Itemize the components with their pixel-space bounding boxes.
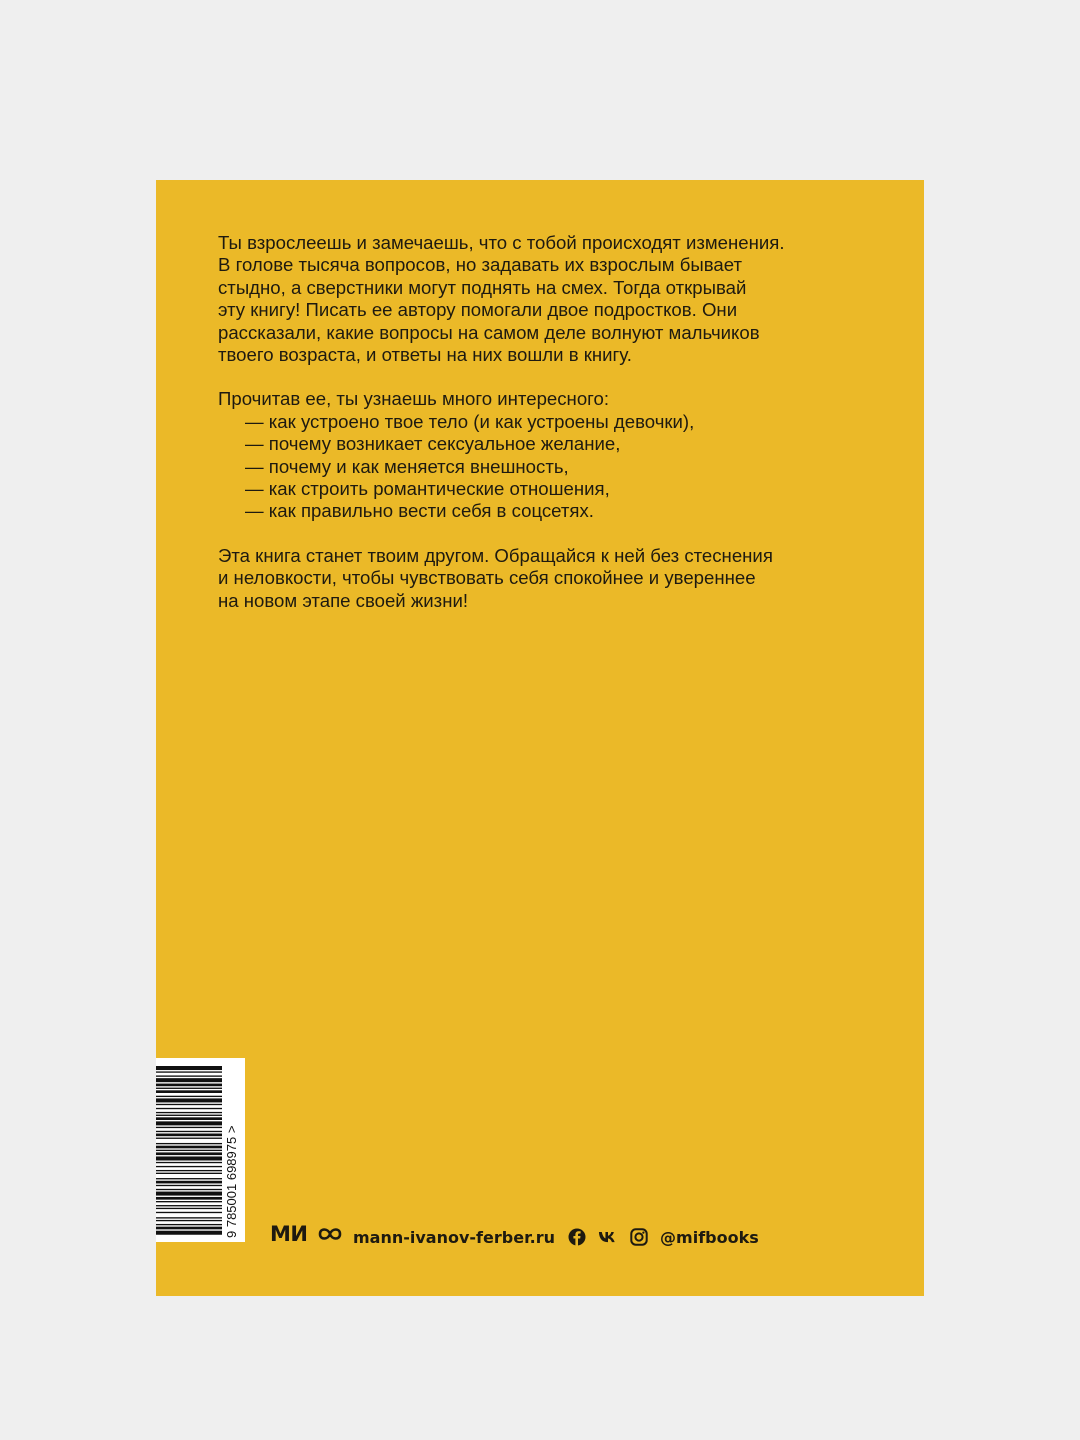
publisher-logo	[270, 1223, 342, 1251]
barcode-bar	[156, 1134, 222, 1137]
text-line: эту книгу! Писать ее автору помогали двое подростков. Они	[218, 299, 738, 321]
text-line: рассказали, какие вопросы на самом деле волнуют мальчиков	[218, 321, 760, 343]
text-line: и неловкости, чтобы чувствовать себя спокойнее и увереннее	[218, 567, 756, 589]
barcode-bar	[156, 1162, 222, 1163]
facebook-icon[interactable]	[567, 1227, 587, 1247]
barcode-bar	[156, 1138, 222, 1139]
barcode-bar	[156, 1217, 222, 1218]
list-item: — как устроено твое тело (и как устроены девочки),	[245, 410, 695, 432]
barcode-bar	[156, 1146, 222, 1149]
website-link[interactable]: mann-ivanov-ferber.ru	[353, 1227, 556, 1247]
list-item: — почему и как меняется внешность,	[245, 455, 569, 477]
barcode-bar	[156, 1117, 222, 1120]
publisher-footer	[270, 1224, 759, 1250]
text-line: на новом этапе своей жизни!	[218, 589, 469, 611]
list-item: — почему возникает сексуальное желание,	[245, 433, 621, 455]
barcode-bar	[156, 1112, 222, 1113]
barcode-bar	[156, 1170, 222, 1171]
text-line: Эта книга станет твоим другом. Обращайся к ней без стеснения	[218, 544, 773, 566]
barcode-bar	[156, 1115, 222, 1116]
barcode-bars	[156, 1066, 222, 1235]
barcode-bar	[156, 1104, 222, 1105]
barcode-graphic	[156, 1058, 245, 1242]
barcode-bar	[156, 1143, 222, 1144]
barcode-bar	[156, 1224, 222, 1225]
barcode-bar	[156, 1201, 222, 1202]
barcode-bar	[156, 1078, 222, 1082]
barcode-bar	[156, 1181, 222, 1184]
text-line: Ты взрослеешь и замечаешь, что с тобой происходят изменения.	[218, 232, 785, 253]
barcode-bar	[156, 1212, 222, 1213]
paragraph-intro	[218, 232, 838, 366]
barcode-bar	[156, 1227, 222, 1230]
text-line: стыдно, а сверстники могут поднять на смех. Тогда открывай	[218, 276, 747, 298]
barcode-bar	[156, 1205, 222, 1206]
barcode-bar	[156, 1208, 222, 1209]
cover-description	[218, 232, 838, 634]
barcode-bar	[156, 1192, 222, 1196]
barcode-bar	[156, 1066, 222, 1070]
barcode-bar	[156, 1197, 222, 1200]
barcode-bar	[156, 1173, 222, 1174]
barcode-bar	[156, 1166, 222, 1167]
barcode-bar	[156, 1220, 222, 1221]
barcode-bar	[156, 1178, 222, 1179]
barcode-bar	[156, 1152, 222, 1155]
list-item: — как строить романтические отношения,	[245, 478, 610, 500]
barcode-bar	[156, 1189, 222, 1190]
instagram-icon[interactable]	[629, 1227, 649, 1247]
barcode-digits: 9 785001 698975 >	[224, 1125, 239, 1238]
barcode-bar	[156, 1075, 222, 1076]
paragraph-closing	[218, 545, 838, 612]
barcode-bar	[156, 1088, 222, 1089]
list-intro: Прочитав ее, ты узнаешь много интересного:	[218, 388, 610, 410]
svg-text:МИ: МИ	[270, 1223, 308, 1245]
barcode-bar	[156, 1071, 222, 1072]
paragraph-list	[218, 388, 838, 522]
barcode-bar	[156, 1098, 222, 1102]
text-line: В голове тысяча вопросов, но задавать их взрослым бывает	[218, 254, 742, 276]
topic-list	[218, 411, 838, 523]
barcode-bar	[156, 1096, 222, 1097]
barcode-bar	[156, 1156, 222, 1160]
barcode-bar	[156, 1231, 222, 1235]
book-back-cover	[156, 180, 924, 1296]
barcode-bar	[156, 1127, 222, 1128]
barcode-bar	[156, 1150, 222, 1151]
mif-logo-icon	[270, 1223, 342, 1245]
barcode-bar	[156, 1108, 222, 1109]
barcode-bar	[156, 1131, 222, 1132]
barcode-bar	[156, 1121, 222, 1125]
text-line: твоего возраста, и ответы на них вошли в книгу.	[218, 344, 632, 366]
vk-icon[interactable]	[598, 1227, 618, 1247]
barcode	[156, 1058, 245, 1242]
list-item: — как правильно вести себя в соцсетях.	[245, 500, 594, 522]
barcode-bar	[156, 1084, 222, 1087]
barcode-bar	[156, 1185, 222, 1186]
barcode-bar	[156, 1090, 222, 1093]
social-handle[interactable]: @mifbooks	[660, 1227, 759, 1247]
